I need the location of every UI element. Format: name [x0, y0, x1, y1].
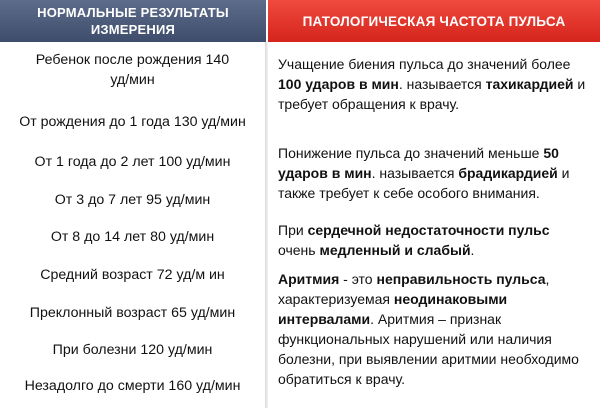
normal-result-toddler: От 1 года до 2 лет 100 уд/мин [34, 154, 231, 170]
normal-results-title-line1: НОРМАЛЬНЫЕ РЕЗУЛЬТАТЫ [37, 5, 229, 20]
normal-results-list [0, 50, 265, 396]
normal-result-newborn: Ребенок после рождения 140 уд/мин [35, 52, 230, 88]
normal-result-elderly: Преклонный возраст 65 уд/мин [29, 305, 236, 321]
arrhythmia-paragraph: Аритмия - это неправильность пульса, характеризуемая неодинаковыми интервалами. Аритмия – признак функциональных нарушений или наличия болезни, при выявлении аритмии необходимо обратиться к врачу. [278, 271, 579, 387]
normal-result-infant: От рождения до 1 года 130 уд/мин [19, 114, 246, 130]
pathology-header [268, 0, 600, 42]
normal-result-middle-age: Средний возраст 72 уд/м ин [40, 267, 225, 283]
normal-result-near-death: Незадолго до смерти 160 уд/мин [24, 378, 241, 394]
bradycardia-paragraph: Понижение пульса до значений меньше 50 ударов в мин. называется брадикардией и также требует к себе особого внимания. [278, 145, 570, 201]
normal-result-preschool: От 3 до 7 лет 95 уд/мин [54, 192, 211, 208]
pathology-title: ПАТОЛОГИЧЕСКАЯ ЧАСТОТА ПУЛЬСА [302, 13, 566, 29]
tachycardia-paragraph: Учащение биения пульса до значений более 100 ударов в мин. называется тахикардией и требует обращения к врачу. [278, 56, 586, 112]
heart-failure-paragraph: При сердечной недостаточности пульс очень медленный и слабый. [278, 222, 550, 258]
normal-results-header [0, 0, 266, 42]
normal-results-title-line2: ИЗМЕРЕНИЯ [90, 22, 176, 37]
normal-result-illness: При болезни 120 уд/мин [52, 342, 213, 358]
normal-result-school: От 8 до 14 лет 80 уд/мин [50, 229, 215, 245]
column-divider [265, 42, 268, 408]
